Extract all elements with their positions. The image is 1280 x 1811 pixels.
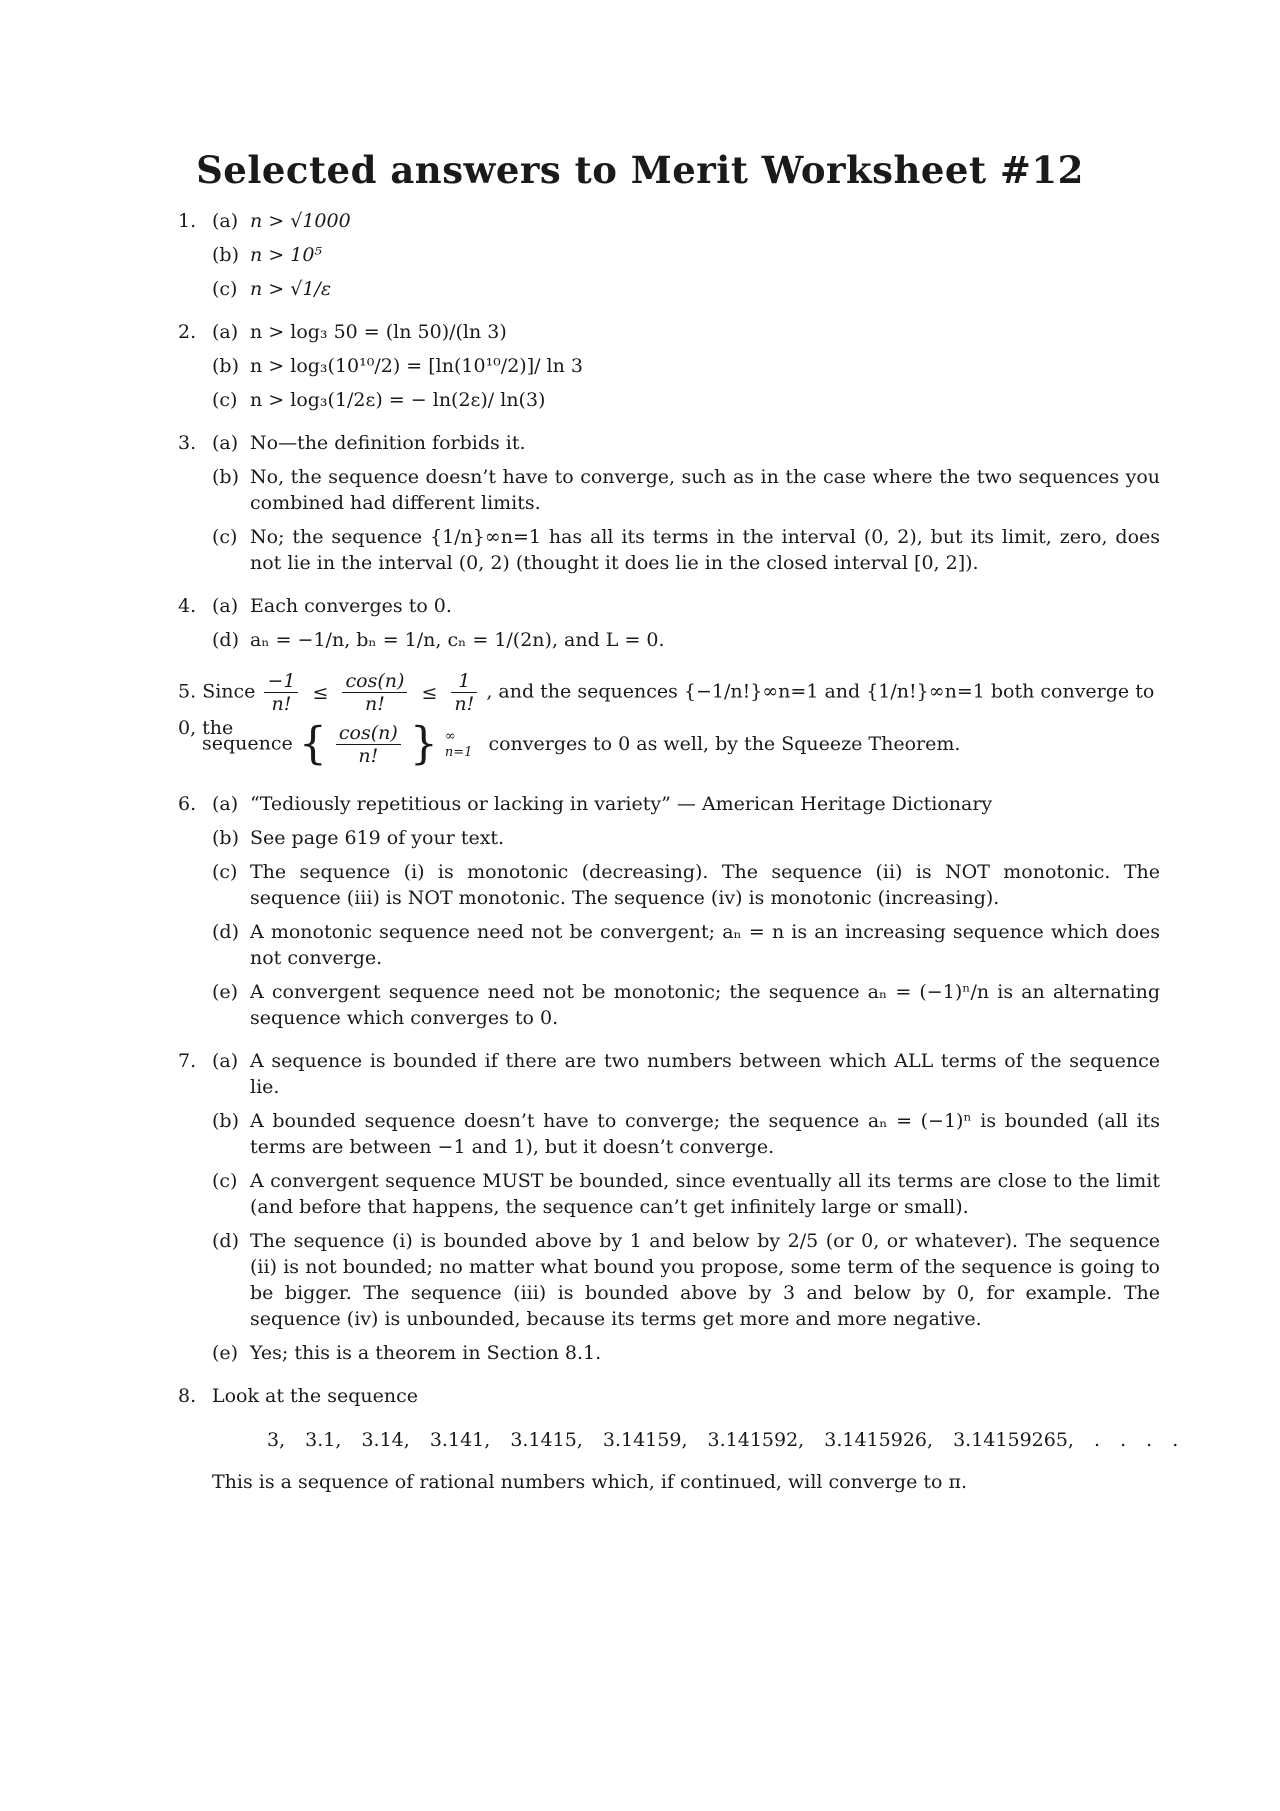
part-label: (e)	[212, 981, 239, 1003]
part-text: Each converges to 0.	[250, 595, 452, 617]
part-text: n > log₃(1/2ε) = − ln(2ε)/ ln(3)	[250, 389, 546, 411]
part-text: A bounded sequence doesn’t have to converge; the sequence aₙ = (−1)ⁿ is bounded (all its terms are between −1 and 1), but it doesn’t converge.	[250, 1110, 1160, 1158]
part-c	[212, 276, 1160, 302]
conclusion-text: converges to 0 as well, by the Squeeze Theorem.	[488, 732, 961, 755]
squeeze-inequality-line	[178, 670, 1160, 739]
part-text: See page 619 of your text.	[250, 827, 505, 849]
part-text: No—the definition forbids it.	[250, 432, 526, 454]
part-c	[212, 1168, 1160, 1220]
part-label: (d)	[212, 629, 239, 651]
part-label: (a)	[212, 210, 239, 232]
sequence-fraction	[336, 722, 401, 767]
problem-5	[178, 670, 1160, 774]
problem-number: 2.	[178, 321, 197, 343]
fraction-denominator: n!	[271, 693, 292, 715]
problem-6	[178, 791, 1160, 1031]
fraction-numerator: −1	[264, 670, 298, 693]
part-text: The sequence (i) is bounded above by 1 and below by 2/5 (or 0, or whatever). The sequence (ii) is not bounded; no matter what bound you propose, some term of the sequence is going to be bigger. The sequence (iii) is bounded above by 3 and below by 0, for example. The sequence (iv) is unbounded, because its terms get more and more negative.	[250, 1230, 1160, 1330]
part-a	[212, 791, 1160, 817]
sequence-conclusion-line	[178, 718, 1160, 774]
part-label: (a)	[212, 595, 239, 617]
part-label: (c)	[212, 1170, 238, 1192]
part-text: n > log₃ 50 = (ln 50)/(ln 3)	[250, 321, 507, 343]
squeeze-rest-text: , and the sequences {−1/n!}∞n=1 and {1/n!}∞n=1 both converge to 0, the	[178, 680, 1155, 739]
problem-4	[178, 593, 1160, 653]
problem-3	[178, 430, 1160, 576]
fraction-denominator: n!	[454, 693, 475, 715]
part-label: (a)	[212, 1050, 239, 1072]
part-d	[212, 627, 1160, 653]
part-b	[212, 242, 1160, 268]
part-e	[212, 1340, 1160, 1366]
part-label: (d)	[212, 1230, 239, 1252]
since-word: Since	[202, 680, 256, 703]
problem-2	[178, 319, 1160, 413]
part-label: (a)	[212, 793, 239, 815]
fraction-numerator: cos(n)	[336, 722, 401, 745]
part-label: (c)	[212, 278, 238, 300]
problem-7	[178, 1048, 1160, 1366]
leq-symbol: ≤	[421, 681, 438, 704]
problem-number: 8.	[178, 1385, 197, 1407]
part-b	[212, 353, 1160, 379]
part-text: A sequence is bounded if there are two numbers between which ALL terms of the sequence lie.	[250, 1050, 1160, 1098]
part-text: A convergent sequence MUST be bounded, since eventually all its terms are close to the limit (and before that happens, the sequence can’t get infinitely large or small).	[250, 1170, 1160, 1218]
left-brace: {	[298, 718, 327, 770]
page-title: Selected answers to Merit Worksheet #12	[196, 148, 1084, 192]
part-text: n > 10⁵	[250, 244, 323, 266]
part-text: Yes; this is a theorem in Section 8.1.	[250, 1342, 602, 1364]
part-label: (b)	[212, 466, 239, 488]
part-text: No; the sequence {1/n}∞n=1 has all its terms in the interval (0, 2), but its limit, zero, does not lie in the interval (0, 2) (thought it does lie in the closed interval [0, 2]).	[250, 526, 1160, 574]
part-label: (c)	[212, 389, 238, 411]
leq-symbol: ≤	[312, 681, 329, 704]
part-text: n > √1000	[250, 210, 351, 232]
part-text: aₙ = −1/n, bₙ = 1/n, cₙ = 1/(2n), and L = 0.	[250, 629, 665, 651]
part-label: (b)	[212, 355, 239, 377]
problem-number: 3.	[178, 432, 197, 454]
fraction-denominator: n!	[365, 693, 385, 715]
part-label: (a)	[212, 432, 239, 454]
superscript-infinity: ∞	[444, 728, 456, 744]
part-b	[212, 825, 1160, 851]
part-label: (c)	[212, 526, 238, 548]
problem-number: 1.	[178, 210, 197, 232]
right-brace: }	[409, 718, 438, 770]
pi-sequence: 3, 3.1, 3.14, 3.141, 3.1415, 3.14159, 3.141592, 3.1415926, 3.14159265, . . . .	[267, 1429, 1179, 1451]
part-text: n > log₃(10¹⁰/2) = [ln(10¹⁰/2)]/ ln 3	[250, 355, 584, 377]
part-a	[212, 593, 1160, 619]
part-label: (e)	[212, 1342, 239, 1364]
part-a	[212, 430, 1160, 456]
problem-intro: Look at the sequence	[212, 1385, 418, 1407]
problem-number: 6.	[178, 793, 197, 815]
part-text: “Tediously repetitious or lacking in variety” — American Heritage Dictionary	[250, 793, 993, 815]
problem-conclusion: This is a sequence of rational numbers which, if continued, will converge to π.	[212, 1471, 967, 1493]
problem-1	[178, 208, 1160, 302]
part-e	[212, 979, 1160, 1031]
part-text: A convergent sequence need not be monotonic; the sequence aₙ = (−1)ⁿ/n is an alternating sequence which converges to 0.	[250, 981, 1160, 1029]
sequence-word: sequence	[202, 732, 293, 755]
part-label: (b)	[212, 827, 239, 849]
part-a	[212, 319, 1160, 345]
part-d	[212, 919, 1160, 971]
problem-number: 7.	[178, 1050, 197, 1072]
part-text: n > √1/ε	[250, 278, 332, 300]
part-text: The sequence (i) is monotonic (decreasing). The sequence (ii) is NOT monotonic. The sequence (iii) is NOT monotonic. The sequence (iv) is monotonic (increasing).	[250, 861, 1160, 909]
part-c	[212, 387, 1160, 413]
part-label: (a)	[212, 321, 239, 343]
problem-number: 4.	[178, 595, 197, 617]
problem-8	[178, 1383, 1179, 1495]
part-b	[212, 1108, 1160, 1160]
fraction-numerator: 1	[451, 670, 477, 693]
fraction-upper	[451, 670, 477, 715]
fraction-middle	[342, 670, 407, 715]
fraction-lower	[264, 670, 298, 715]
part-a	[212, 1048, 1160, 1100]
part-c	[212, 859, 1160, 911]
fraction-numerator: cos(n)	[342, 670, 407, 693]
part-label: (b)	[212, 244, 239, 266]
part-d	[212, 1228, 1160, 1332]
subscript-index: n=1	[444, 744, 473, 760]
part-c	[212, 524, 1160, 576]
sequence-limits	[445, 729, 473, 761]
part-a	[212, 208, 1160, 234]
fraction-denominator: n!	[358, 745, 379, 767]
part-text: No, the sequence doesn’t have to converge, such as in the case where the two sequences you combined had different limits.	[250, 466, 1160, 514]
answers-list	[178, 208, 1179, 1512]
part-label: (c)	[212, 861, 238, 883]
part-label: (d)	[212, 921, 239, 943]
part-text: A monotonic sequence need not be convergent; aₙ = n is an increasing sequence which does not converge.	[250, 921, 1160, 969]
part-b	[212, 464, 1160, 516]
part-label: (b)	[212, 1110, 239, 1132]
problem-number: 5.	[178, 680, 197, 703]
